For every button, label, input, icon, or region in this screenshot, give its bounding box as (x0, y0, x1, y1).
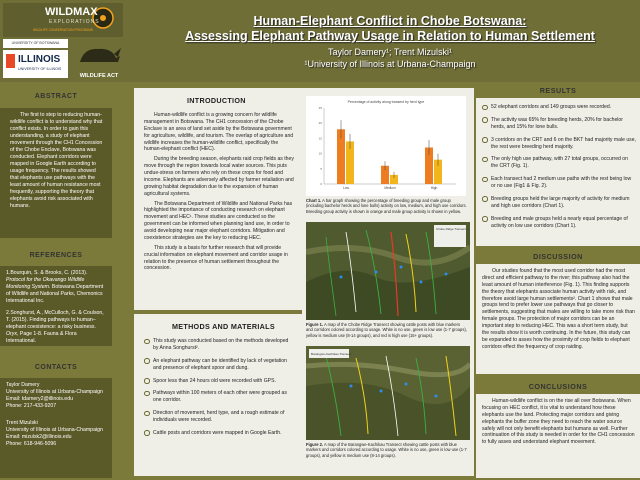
introduction-heading: INTRODUCTION (187, 96, 246, 105)
figure-1-caption (306, 322, 468, 338)
contacts-box (0, 378, 112, 478)
methods-item-text: Direction of movement, herd type, and a rough estimate of individuals were recorded. (153, 410, 285, 423)
contact-card (6, 382, 106, 410)
methods-item-text: An elephant pathway can be identified by lack of vegetation and presence of elephant spoor and dung. (153, 357, 287, 371)
chart-title: Percentage of activity along transect by herd type (347, 100, 425, 104)
illinois-sub: UNIVERSITY OF ILLINOIS (18, 67, 62, 71)
discussion-text (482, 268, 636, 354)
affiliation: ¹University of Illinois at Urbana-Champaign (304, 59, 476, 69)
conclusions-paragraph: Human-wildlife conflict is on the rise all over Botswana. When focusing on HEC conflict, it is vital to understand how these elephants use the land. Protecting major corridors and giving elephants the buffer zone they need to reach the water source safely will not only benefit elephants but humans as well. Further continuation of this study is needed in order for the CH1 concession to fully asses and understand elephant movement. (482, 398, 635, 446)
methods-item-text: Pathways within 100 meters of each other were grouped as one corridor. (153, 390, 287, 404)
bullet-icon (482, 117, 488, 123)
x-tick-label: Medium (384, 186, 396, 190)
figure-2-caption (306, 442, 468, 458)
results-item (482, 216, 636, 230)
reference-item (6, 270, 106, 305)
bullet-icon (144, 358, 150, 364)
botswana-logo-text: UNIVERSITY OF BOTSWANA (11, 41, 60, 45)
results-item (482, 104, 636, 111)
figure-2-map-label: Barangwe-Kachikau Transect (311, 352, 352, 356)
contact-org: University of Illinois at Urbana-Champaign (6, 427, 103, 434)
reference-rest: Botswana Department of Wildlife and National Parks, Chemonics International Inc. (6, 284, 104, 305)
title-line-2: Assessing Elephant Pathway Usage in Relation to Human Settlement (185, 29, 595, 43)
reference-text: 2.Songhurst, A., McCulloch, G. & Coulson, T. (2015). Finding pathways to human–elephant coexistence: a risky business. (6, 310, 104, 331)
wildlife-act-logo (74, 40, 124, 78)
reference-item (6, 310, 106, 345)
wildmax-logo (3, 3, 123, 37)
poster-header (0, 0, 640, 82)
results-item-text: Each transect had 2 medium use paths with the rest being low or no use (Fig1 & Fig. 2). (491, 176, 632, 189)
abstract-heading: ABSTRACT (34, 93, 78, 100)
chart-caption-text: A bar graph showing the percentage of breeding group and male group (including bachelor herds and lone bulls) activity on low, medium, and high use corridors. Breeding group activity is shown in orange and male group activity is shown in yellow. (306, 198, 467, 214)
chart-caption-title: Chart 1. (306, 198, 322, 203)
y-tick-label: 20 (318, 121, 322, 126)
results-heading: RESULTS (539, 86, 577, 95)
conclusions-text (482, 398, 636, 449)
bullet-icon (144, 339, 150, 345)
results-item (482, 137, 636, 151)
wildmax-name: WILDMAX (45, 6, 98, 18)
figure-2-map (306, 346, 470, 440)
discussion-heading: DISCUSSION (533, 252, 583, 261)
results-item (482, 196, 636, 210)
y-tick-label: 25 (318, 106, 322, 110)
reference-title: Oryx, (6, 331, 19, 338)
bullet-icon (482, 137, 488, 143)
contact-card (6, 420, 106, 448)
results-item (482, 117, 636, 131)
methods-item (144, 430, 294, 437)
reference-rest: Page 1-8. Fauna & Flora International. (6, 331, 77, 345)
methods-item (144, 358, 294, 372)
wildlife-act-text: WILDLIFE ACT (79, 73, 119, 79)
y-tick-label: 15 (318, 136, 322, 141)
bullet-icon (482, 216, 488, 222)
methods-item (144, 410, 294, 424)
abstract-text: The first to step to reducing human-wildlife conflict is to understand why that conflict exists. In order to gain this understanding, a study of elephant movement through the CH1 Concession of the Chobe Enclave, Botswana was conducted. Elephant corridors were mapped in Google Earth according to usage frequency. The results showed that elephants use pathways with the least amount of human resistance most frequently, supporting the theory that elephants avoid risk associated with humans. (10, 112, 103, 210)
intro-paragraph: The Botswana Department of Wildlife and National Parks has highlighted the importance of conducting research on elephant movement and HEC¹. These studies are conducted so the government can be informed when planning land use, in order to avoid developing near major elephant corridors. Mitigation and coexistence strategies are the key to reducing HEC. (144, 200, 293, 241)
bullet-icon (482, 196, 488, 202)
figure-1-map (306, 222, 470, 320)
abstract-box (0, 108, 112, 238)
illinois-i-icon (6, 54, 15, 68)
intro-paragraph: This study is a basis for further research that will provide crucial information on elephant movement and corridor usage in relation to the presence of human settlement throughout the concession. (144, 244, 288, 272)
y-tick-label: 0 (320, 182, 322, 186)
results-item-text: Breeding and male groups held a nearly equal percentage of activity on low use corridors (Chart 1). (491, 215, 628, 229)
contact-email: Email: tdamery2@illinois.edu (6, 396, 73, 403)
contact-name: Trent Mizulski (6, 420, 38, 427)
title-line-1: Human-Elephant Conflict in Chobe Botswana: (253, 14, 527, 28)
results-item-text: 52 elephant corridors and 149 groups were recorded. (491, 104, 612, 110)
contacts-heading: CONTACTS (34, 364, 78, 371)
chart-1-caption (306, 198, 468, 214)
bullet-icon (144, 411, 150, 417)
references-box (0, 266, 112, 346)
botswana-logo-strip (3, 39, 68, 48)
methods-item-text: Cattle posts and corridors were mapped in Google Earth. (153, 429, 282, 436)
contact-name: Taylor Damery (6, 382, 40, 388)
introduction-text (144, 112, 294, 275)
y-tick-label: 10 (318, 151, 322, 156)
results-item-text: The activity was 65% for breeding herds, 20% for bachelor herds, and 15% for lone bulls. (491, 116, 623, 130)
results-item-text: 3 corridors on the CRT and 6 on the BKT had majority male use, the rest were breeding herd majority. (491, 136, 636, 150)
contact-phone: Phone: 618-946-5096 (6, 441, 57, 448)
contact-phone: Phone: 217-433-9207 (6, 403, 57, 410)
bullet-icon (144, 378, 150, 384)
reference-title: Protocol for the Okavango Wildlife Monitoring System. (6, 277, 85, 291)
bullet-icon (144, 391, 150, 397)
wildmax-tagline: WILDLIFE CONSERVATION PROGRAMS (33, 28, 94, 32)
results-item (482, 156, 636, 170)
methods-item (144, 390, 294, 404)
x-tick-label: Low (343, 186, 349, 190)
methods-item (144, 338, 294, 352)
bullet-icon (482, 157, 488, 163)
intro-paragraph: Human-wildlife conflict is a growing concern for wildlife management in Botswana. The CH1 concession of the Chobe Enclave is an area of land set aside by the Botswana government for agriculture, wildlife, and tourism. The overlap of agriculture and wildlife increases the human-wildlife conflict, specifically the human-elephant conflict (HEC). (144, 112, 294, 153)
references-heading: REFERENCES (29, 252, 83, 259)
wildmax-sub: EXPLORATIONS (49, 19, 100, 25)
methods-heading: METHODS AND MATERIALS (172, 322, 275, 331)
discussion-paragraph: Our studies found that the most used corridor had the most direct and efficient pathway to the river; this pathway also had the least amount of human interference (Fig. 1). This finding supports the theory that elephants associate human activity with risk, and therefore avoid large human settlements². Chart 1 shows that male groups tend to prefer lower use pathways that go closer to settlements, suggesting that males are willing to take more risk than female groups. The protection of major corridors can be an important step to reducing HEC. This was a short term study, but the results show it is worth continuing. In the future, this study can be expanded to asses how the proximity of crop fields to elephant corridors effect the frequency of crop raiding. (482, 268, 635, 350)
illinois-name: ILLINOIS (18, 54, 61, 65)
methods-item (144, 378, 294, 385)
conclusions-heading: CONCLUSIONS (528, 382, 588, 391)
intro-paragraph: During the breeding season, elephants raid crop fields as they move through the region towards local water sources. This puts undue-stress on farmers who rely on these crops for food and income. Elephants are adversely affected by farmer retaliation and growing habitat degradation due to the expansion of human agricultural systems. (144, 156, 294, 197)
contact-email: Email: mizulsk2@illinois.edu (6, 434, 72, 441)
figure-1-title: Figure 1. (306, 322, 324, 327)
figure-1-map-label: Chobe Ridge Transect (436, 227, 466, 231)
contact-org: University of Illinois at Urbana-Champaign (6, 389, 103, 396)
bullet-icon (144, 430, 150, 436)
results-item (482, 176, 636, 190)
methods-item-text: This study was conducted based on the methods developed by Anna Songhurst². (153, 338, 289, 351)
bullet-icon (482, 177, 488, 183)
y-tick-label: 5 (320, 166, 322, 171)
rhino-icon (74, 40, 124, 68)
results-item-text: Breeding groups held the large majority of activity for medium and high use corridors (Chart 1). (491, 195, 630, 209)
chart-1 (306, 96, 466, 196)
results-item-text: The only high use pathway, with 27 total groups, occurred on the CRT (Fig. 1). (491, 156, 628, 170)
authors: Taylor Damery¹; Trent Mizulski¹ (327, 47, 453, 57)
reference-text: 1.Bourquin, S. & Brooks, C. (2013). (6, 270, 88, 276)
illinois-logo (3, 50, 68, 78)
figure-1-text: A map of the Chobe Ridge Transect showing cattle posts with blue markers and corridors colored according to usage. White is no use, green is low use (1-7 groups), yellow is medium use (8-14 groups), and red is high use (15+ groups). (306, 322, 467, 338)
methods-list (144, 338, 294, 443)
results-list (482, 104, 636, 235)
x-tick-label: High (430, 186, 438, 190)
figure-2-title: Figure 2. (306, 442, 324, 447)
figure-2-text: A map of the Barangwe-Kachikau Transect showing cattle posts with blue markers and corridors colored according to usage. White is no use, green is low use (1-7 groups), and yellow is medium use (8-14 groups). (306, 442, 467, 458)
bullet-icon (482, 105, 488, 111)
methods-item-text: Spoor less than 24 hours old were recorded with GPS. (153, 377, 276, 384)
